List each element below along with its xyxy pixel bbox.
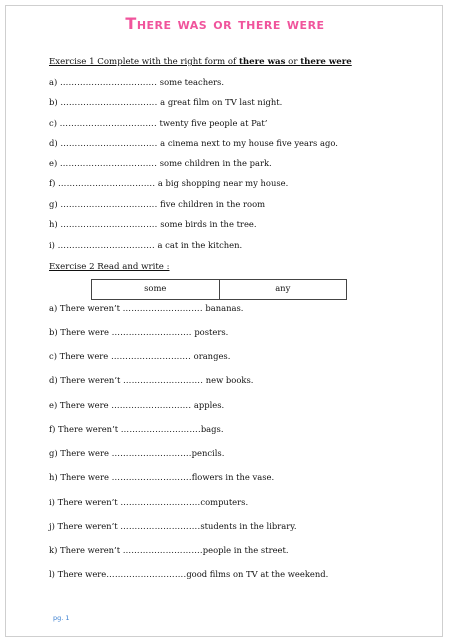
exercise1-heading xyxy=(49,57,352,67)
answer-blank[interactable]: ……………………………. xyxy=(58,178,156,188)
exercise2-item xyxy=(49,569,328,580)
item-lead: h) There were xyxy=(49,472,112,482)
item-text: pencils. xyxy=(191,448,225,458)
answer-blank[interactable]: ………………………. xyxy=(106,569,187,579)
exercise1-item xyxy=(49,199,265,210)
item-lead: e) There were xyxy=(49,400,112,410)
item-letter: e) xyxy=(49,158,58,168)
exercise2-item xyxy=(49,472,274,483)
exercise1-heading-prefix: Exercise 1 Complete with the right form of xyxy=(49,57,239,67)
worksheet-title: There was or there were xyxy=(125,14,325,33)
item-text: a cinema next to my house five years ago. xyxy=(157,138,338,148)
item-lead: i) There weren’t xyxy=(49,497,121,507)
item-text: bananas. xyxy=(202,303,244,313)
page-number: pg. 1 xyxy=(53,614,70,622)
item-text: a big shopping near my house. xyxy=(155,178,289,188)
exercise2-item xyxy=(49,545,289,556)
exercise1-item xyxy=(49,178,288,189)
exercise1-item xyxy=(49,240,242,251)
item-lead: c) There were xyxy=(49,351,111,361)
answer-blank[interactable]: ………………………. xyxy=(111,448,192,458)
exercise2-item xyxy=(49,327,228,338)
exercise2-item xyxy=(49,375,253,386)
exercise1-heading-there-were: there were xyxy=(300,57,352,67)
answer-blank[interactable]: ……………………………. xyxy=(60,199,158,209)
exercise2-item xyxy=(49,400,224,411)
item-text: apples. xyxy=(191,400,225,410)
item-text: a cat in the kitchen. xyxy=(154,240,243,250)
item-text: twenty five people at Pat’ xyxy=(156,118,268,128)
exercise2-item xyxy=(49,303,243,314)
item-text: computers. xyxy=(200,497,249,507)
item-lead: g) There were xyxy=(49,448,112,458)
item-lead: f) There weren’t xyxy=(49,424,121,434)
answer-blank[interactable]: ………………………. xyxy=(123,375,204,385)
word-box-any: any xyxy=(219,280,347,300)
exercise1-item xyxy=(49,118,267,129)
item-letter: d) xyxy=(49,138,58,148)
answer-blank[interactable]: ……………………………. xyxy=(59,118,157,128)
item-text: good films on TV at the weekend. xyxy=(186,569,329,579)
answer-blank[interactable]: ……………………………. xyxy=(60,138,158,148)
item-text: people in the street. xyxy=(202,545,289,555)
answer-blank[interactable]: ………………………. xyxy=(120,424,201,434)
item-lead: d) There weren’t xyxy=(49,375,124,385)
item-letter: f) xyxy=(49,178,56,188)
item-letter: c) xyxy=(49,118,57,128)
exercise2-item xyxy=(49,424,224,435)
word-box-some: some xyxy=(92,280,220,300)
item-lead: k) There weren’t xyxy=(49,545,123,555)
word-box-table xyxy=(91,279,347,300)
answer-blank[interactable]: ………………………. xyxy=(122,303,203,313)
item-text: some children in the park. xyxy=(157,158,272,168)
exercise1-item xyxy=(49,97,282,108)
answer-blank[interactable]: ……………………………. xyxy=(60,219,158,229)
answer-blank[interactable]: ………………………. xyxy=(110,351,191,361)
item-text: flowers in the vase. xyxy=(191,472,275,482)
exercise1-item xyxy=(49,138,338,149)
item-letter: b) xyxy=(49,97,58,107)
item-letter: i) xyxy=(49,240,55,250)
item-lead: a) There weren’t xyxy=(49,303,123,313)
exercise1-heading-there-was: there was xyxy=(238,57,286,67)
exercise1-item xyxy=(49,158,272,169)
answer-blank[interactable]: ……………………………. xyxy=(59,158,158,168)
answer-blank[interactable]: ………………………. xyxy=(120,497,201,507)
exercise2-item xyxy=(49,448,224,459)
item-text: oranges. xyxy=(190,351,231,361)
exercise2-item xyxy=(49,497,248,508)
exercise1-heading-or: or xyxy=(285,57,301,67)
answer-blank[interactable]: ………………………. xyxy=(111,400,192,410)
item-text: five children in the room xyxy=(157,199,266,209)
exercise2-heading: Exercise 2 Read and write : xyxy=(49,262,170,272)
answer-blank[interactable]: ………………………. xyxy=(122,545,203,555)
answer-blank[interactable]: ………………………. xyxy=(111,327,192,337)
answer-blank[interactable]: ………………………. xyxy=(111,472,192,482)
item-text: new books. xyxy=(203,375,254,385)
answer-blank[interactable]: ……………………………. xyxy=(60,97,158,107)
item-letter: a) xyxy=(49,77,58,87)
item-text: bags. xyxy=(200,424,224,434)
item-text: posters. xyxy=(191,327,229,337)
exercise2-item xyxy=(49,351,230,362)
answer-blank[interactable]: ……………………………. xyxy=(57,240,155,250)
item-text: some birds in the tree. xyxy=(157,219,257,229)
item-text: students in the library. xyxy=(200,521,297,531)
answer-blank[interactable]: ……………………………. xyxy=(59,77,158,87)
item-text: some teachers. xyxy=(157,77,225,87)
item-text: a great film on TV last night. xyxy=(157,97,283,107)
item-letter: g) xyxy=(49,199,58,209)
answer-blank[interactable]: ………………………. xyxy=(120,521,201,531)
item-lead: b) There were xyxy=(49,327,112,337)
exercise1-item xyxy=(49,77,224,88)
item-letter: h) xyxy=(49,219,58,229)
exercise1-item xyxy=(49,219,257,230)
item-lead: l) There were xyxy=(49,569,107,579)
exercise2-item xyxy=(49,521,297,532)
item-lead: j) There weren’t xyxy=(49,521,121,531)
